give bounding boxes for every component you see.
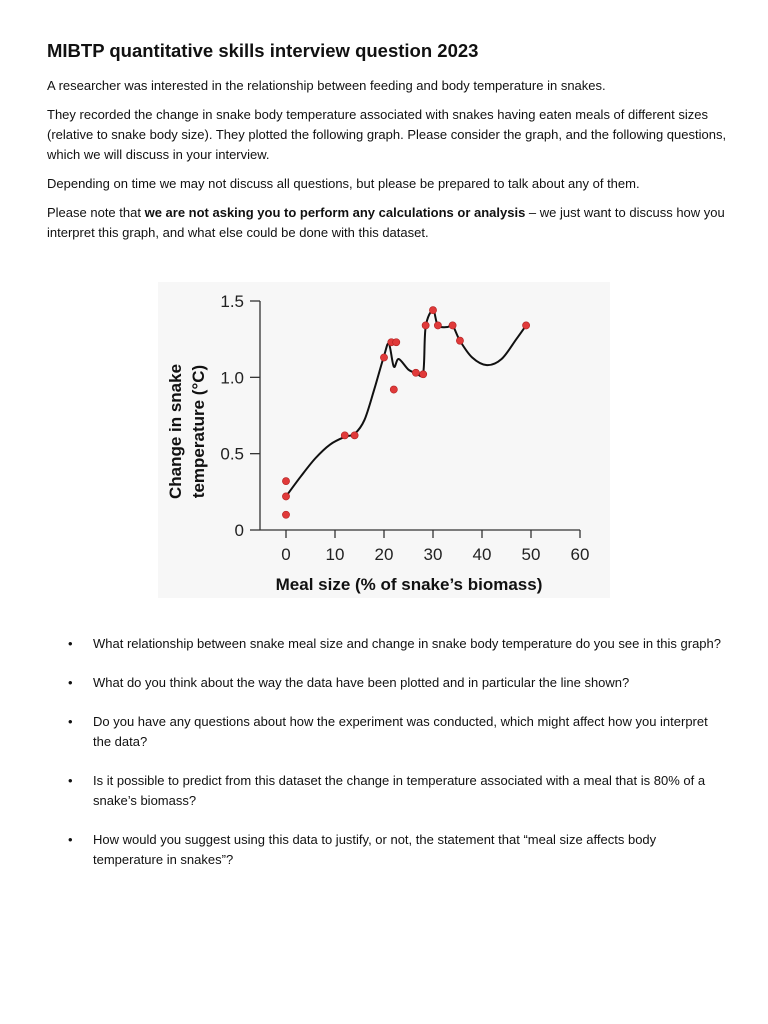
y-axis-label-line1: Change in snake [166, 363, 185, 500]
document-page [47, 40, 727, 252]
bullet-icon: • [68, 832, 73, 847]
data-point [390, 386, 397, 393]
data-point [434, 322, 441, 329]
snake-temperature-chart [158, 282, 610, 598]
x-tick-label: 40 [472, 545, 492, 564]
question-text: Do you have any questions about how the experiment was conducted, which might affect how you interpret the data? [93, 714, 708, 749]
x-tick-label: 20 [374, 545, 394, 564]
data-point [422, 322, 429, 329]
question-item [68, 830, 728, 870]
y-tick-label: 1.0 [220, 368, 244, 388]
question-list [68, 634, 728, 889]
trend-curve [286, 310, 526, 496]
bullet-icon: • [68, 714, 73, 729]
data-point [523, 322, 530, 329]
time-note-paragraph: Depending on time we may not discuss all questions, but please be prepared to talk about any of them. [47, 176, 640, 192]
x-tick-label: 60 [570, 545, 590, 564]
question-item [68, 771, 728, 811]
y-tick-label: 1.5 [220, 292, 244, 311]
question-item [68, 712, 728, 752]
data-point [282, 493, 289, 500]
note-lead-text: Please note that [47, 205, 145, 221]
x-tick-label: 10 [325, 545, 345, 564]
bullet-icon: • [68, 773, 73, 788]
data-point [449, 322, 456, 329]
x-tick-label: 0 [281, 545, 291, 564]
data-point [456, 337, 463, 344]
question-text: Is it possible to predict from this dataset the change in temperature associated with a meal that is 80% of a snake’s biomass? [93, 773, 706, 808]
intro-paragraph: A researcher was interested in the relationship between feeding and body temperature in snakes. [47, 78, 606, 94]
data-point [412, 369, 419, 376]
question-text: How would you suggest using this data to justify, or not, the statement that “meal size affects body temperature in snakes”? [93, 832, 657, 867]
data-point [429, 307, 436, 314]
data-point [420, 371, 427, 378]
question-text: What do you think about the way the data have been plotted and in particular the line shown? [93, 675, 630, 690]
x-axis-label: Meal size (% of snake’s biomass) [275, 575, 543, 594]
note-tail-text: – we just want to discuss how you interpret this graph, and what else could be done with this dataset. [47, 205, 725, 241]
y-axis-label-line2: temperature (°C) [189, 364, 208, 499]
question-text: What relationship between snake meal size and change in snake body temperature do you see in this graph? [93, 636, 721, 651]
note-bold-text: we are not asking you to perform any calculations or analysis [144, 205, 526, 221]
data-point [393, 339, 400, 346]
y-tick-label: 0 [234, 521, 244, 540]
question-item [68, 634, 728, 654]
x-tick-label: 30 [423, 545, 443, 564]
analysis-note-paragraph [47, 203, 727, 243]
bullet-icon: • [68, 675, 73, 690]
bullet-icon: • [68, 636, 73, 651]
method-paragraph: They recorded the change in snake body temperature associated with snakes having eaten meals of different sizes (relative to snake body size). They plotted the following graph. Please consider the graph, and the following questions, which we will discuss in your interview. [47, 107, 727, 163]
y-tick-label: 0.5 [220, 444, 244, 464]
data-point [351, 432, 358, 439]
page-title: MIBTP quantitative skills interview question 2023 [47, 40, 479, 61]
x-tick-label: 50 [521, 545, 541, 564]
chart-svg [158, 282, 610, 598]
data-point [282, 511, 289, 518]
data-point [380, 354, 387, 361]
data-point [341, 432, 348, 439]
data-point [282, 478, 289, 485]
question-item [68, 673, 728, 693]
